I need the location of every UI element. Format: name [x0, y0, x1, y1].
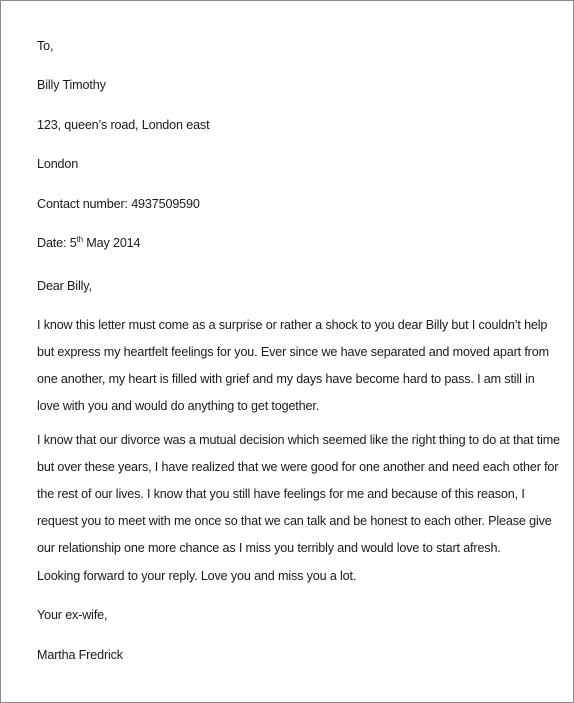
paragraph-line: I know this letter must come as a surprise or rather a shock to you dear Billy but I couldn’t help — [37, 318, 548, 332]
recipient-city: London — [37, 157, 79, 171]
paragraph-2 — [37, 432, 560, 567]
signature-name: Martha Fredrick — [37, 648, 123, 662]
paragraph-line: the rest of our lives. I know that you still have feelings for me and because of this reason, I — [37, 487, 525, 501]
paragraph-line: one another, my heart is filled with grief and my days have become hard to pass. I am still in — [37, 372, 535, 386]
closing-line: Looking forward to your reply. Love you and miss you a lot. — [37, 569, 357, 583]
paragraph-line: our relationship one more chance as I miss you terribly and would love to start afresh. — [37, 541, 501, 555]
letter-date — [37, 235, 140, 251]
contact-number: Contact number: 4937509590 — [37, 197, 200, 211]
recipient-address: 123, queen’s road, London east — [37, 118, 210, 132]
paragraph-line: love with you and would do anything to get together. — [37, 399, 320, 413]
recipient-name: Billy Timothy — [37, 78, 106, 92]
paragraph-line: but over these years, I have realized that we were good for one another and need each other for — [37, 460, 559, 474]
sign-off: Your ex-wife, — [37, 608, 108, 622]
date-superscript: th — [76, 235, 83, 244]
date-prefix: Date: 5 — [37, 236, 77, 250]
salutation-to: To, — [37, 39, 54, 53]
paragraph-line: request you to meet with me once so that we can talk and be honest to each other. Please give — [37, 514, 552, 528]
paragraph-line: but express my heartfelt feelings for you. Ever since we have separated and moved apart from — [37, 345, 549, 359]
greeting: Dear Billy, — [37, 279, 92, 293]
date-suffix: May 2014 — [82, 236, 141, 250]
paragraph-1 — [37, 317, 549, 425]
paragraph-line: I know that our divorce was a mutual decision which seemed like the right thing to do at that time — [37, 433, 560, 447]
